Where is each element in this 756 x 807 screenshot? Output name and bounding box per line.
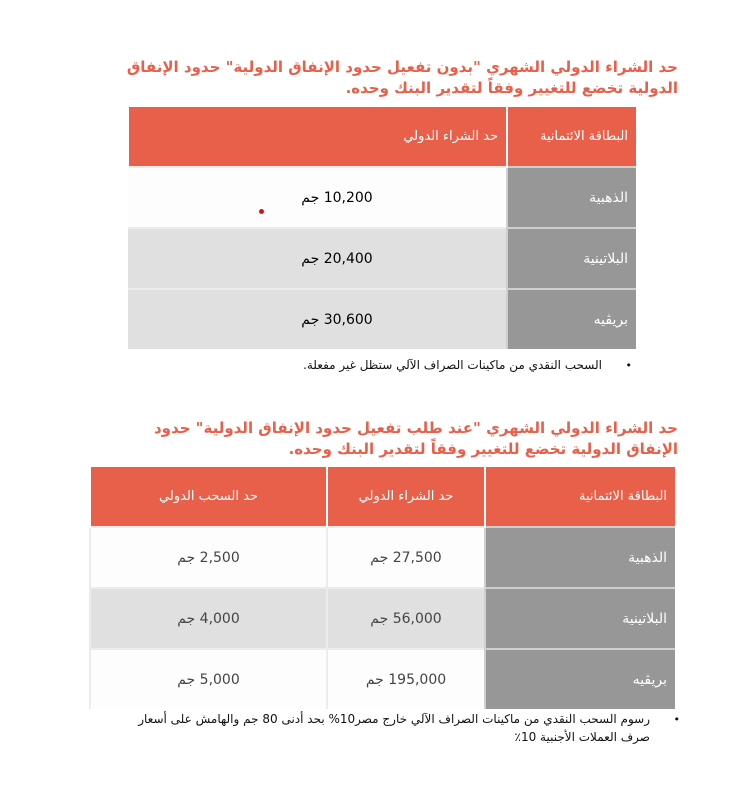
table-row xyxy=(90,649,675,709)
purchase-limit: 56,000 جم xyxy=(327,588,485,649)
note-text: السحب النقدي من ماكينات الصراف الآلي ستظل غير مفعلة. xyxy=(303,358,602,372)
card-name: البلاتينية xyxy=(485,588,675,649)
withdrawal-limit: 4,000 جم xyxy=(90,588,327,649)
table-row xyxy=(128,289,636,349)
header-card: البطاقة الائتمانية xyxy=(485,467,675,527)
purchase-limit: 195,000 جم xyxy=(327,649,485,709)
purchase-limit xyxy=(128,167,507,228)
purchase-limit: 27,500 جم xyxy=(327,527,485,588)
withdrawal-limit: 2,500 جم xyxy=(90,527,327,588)
purchase-limit-value: 10,200 جم xyxy=(301,189,373,206)
table-row xyxy=(90,588,675,649)
header-card: البطاقة الائتمانية xyxy=(507,107,636,167)
note-text: رسوم السحب النقدي من ماكينات الصراف الآلي خارج مصر10% بحد أدنى 80 جم والهامش على أسعار صرف العملات الأجنبية 10٪ xyxy=(138,712,650,744)
card-name: الذهبية xyxy=(485,527,675,588)
section1-note xyxy=(200,356,632,375)
card-name: بريڤيه xyxy=(485,649,675,709)
header-purchase-limit: حد الشراء الدولي xyxy=(327,467,485,527)
purchase-limit xyxy=(128,289,507,349)
card-name: البلاتينية xyxy=(507,228,636,289)
card-name: الذهبية xyxy=(507,167,636,228)
purchase-limit-value: 20,400 جم xyxy=(301,250,373,267)
table-purchase-limits-no-activation xyxy=(127,107,636,349)
section1-heading: حد الشراء الدولي الشهري "بدون تفعيل حدود الإنفاق الدولية" حدود الإنفاق الدولية تخضع للتغيير وفقاً لتقدير البنك وحده. xyxy=(126,58,678,97)
purchase-limit-value: 30,600 جم xyxy=(301,311,373,328)
cursor-marker-icon xyxy=(259,209,264,214)
section2-heading: حد الشراء الدولي الشهري "عند طلب تفعيل حدود الإنفاق الدولية" حدود الإنفاق الدولية تخضع للتغيير وفقاً لتقدير البنك وحده. xyxy=(153,419,678,458)
table-row xyxy=(90,527,675,588)
table-row xyxy=(128,228,636,289)
table-limits-with-activation xyxy=(89,467,675,709)
purchase-limit xyxy=(128,228,507,289)
section2-note xyxy=(110,710,680,746)
table-row xyxy=(128,167,636,228)
table-header-row xyxy=(128,107,636,167)
header-purchase-limit: حد الشراء الدولي xyxy=(128,107,507,167)
header-withdrawal-limit: حد السحب الدولي xyxy=(90,467,327,527)
bullet-icon: • xyxy=(673,713,680,726)
table-header-row xyxy=(90,467,675,527)
withdrawal-limit: 5,000 جم xyxy=(90,649,327,709)
bullet-icon: • xyxy=(625,359,632,372)
card-name: بريڤيه xyxy=(507,289,636,349)
